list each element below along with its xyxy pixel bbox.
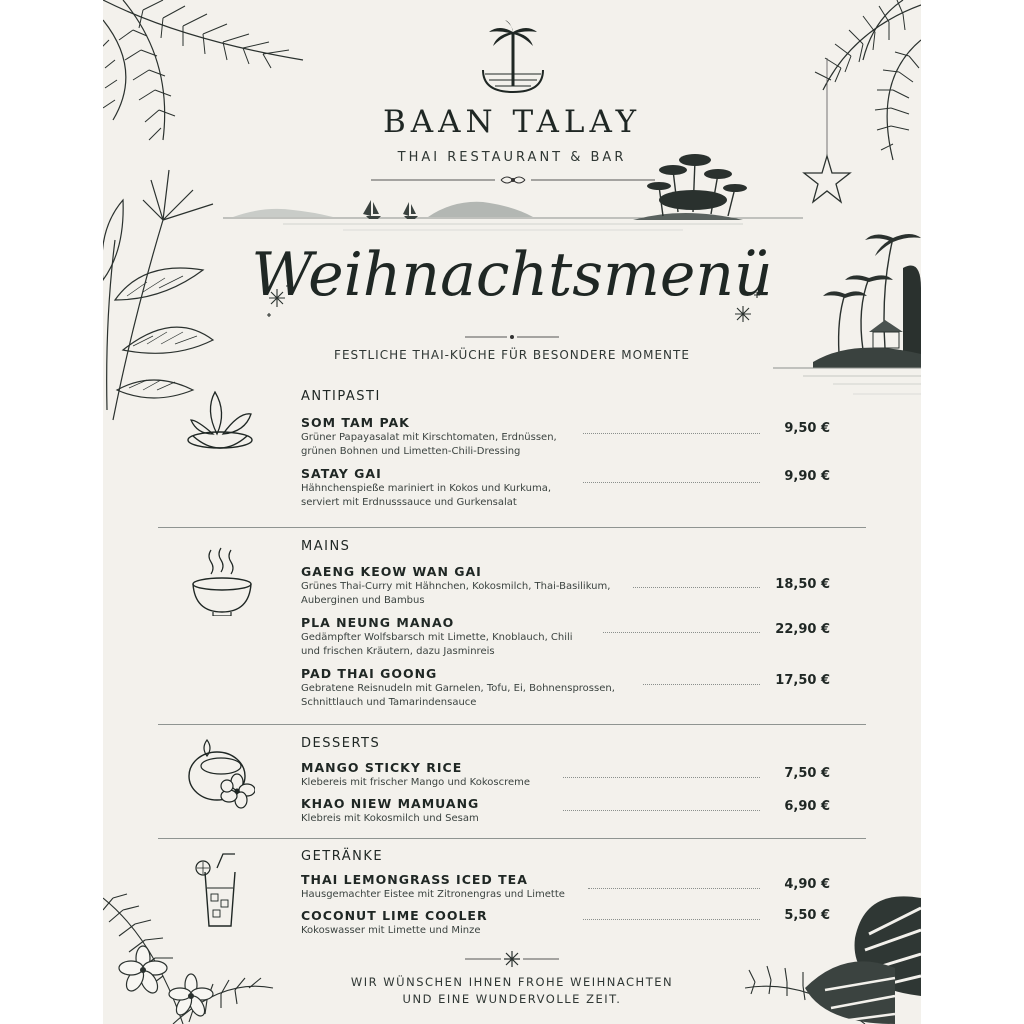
salad-bowl-icon — [187, 390, 257, 464]
menu-item-description: Gedämpfter Wolfsbarsch mit Limette, Knoblauch, Chili und frischen Kräutern, dazu Jasminreis — [301, 632, 573, 657]
tagline: THAI RESTAURANT & BAR — [397, 150, 627, 165]
menu-item-description: Hausgemachter Eistee mit Zitronengras und Limette — [301, 889, 565, 900]
coconut-flower-icon — [187, 738, 255, 814]
section-title-getraenke: GETRÄNKE — [301, 849, 384, 864]
price-leader — [563, 777, 760, 778]
section-divider — [158, 724, 866, 725]
menu-item-name: PLA NEUNG MANAO — [301, 615, 455, 630]
price-leader — [583, 433, 760, 434]
menu-item-name: MANGO STICKY RICE — [301, 760, 463, 775]
section-divider — [158, 838, 866, 839]
frangipani-flowers-icon — [103, 878, 278, 1024]
seascape-illustration — [223, 140, 803, 244]
menu-item-name: GAENG KEOW WAN GAI — [301, 564, 482, 579]
menu-item-description: Klebreis mit Kokosmilch und Sesam — [301, 813, 479, 824]
menu-item-price: 9,50 € — [784, 421, 830, 436]
menu-item-name: PAD THAI GOONG — [301, 666, 438, 681]
menu-item-price: 22,90 € — [775, 622, 830, 637]
price-leader — [603, 632, 760, 633]
price-leader — [588, 888, 760, 889]
price-leader — [643, 684, 760, 685]
footer-greeting-line-1: WIR WÜNSCHEN IHNEN FROHE WEIHNACHTEN — [350, 975, 674, 989]
section-title-antipasti: ANTIPASTI — [301, 389, 381, 404]
menu-item-description: Gebratene Reisnudeln mit Garnelen, Tofu, Ei, Bohnensprossen, Schnittlauch und Tamarindensauce — [301, 683, 615, 708]
section-divider — [158, 527, 866, 528]
menu-item-description: Klebereis mit frischer Mango und Kokoscreme — [301, 777, 531, 788]
menu-item-name: SATAY GAI — [301, 466, 382, 481]
menu-item-description: Grünes Thai-Curry mit Hähnchen, Kokosmilch, Thai-Basilikum, Auberginen und Bambus — [301, 581, 611, 606]
menu-subtitle: FESTLICHE THAI-KÜCHE FÜR BESONDERE MOMENTE — [334, 348, 690, 362]
menu-item-description: Kokoswasser mit Limette und Minze — [301, 925, 481, 936]
menu-item-price: 6,90 € — [784, 799, 830, 814]
title-ornament — [463, 328, 561, 347]
price-leader — [583, 482, 760, 483]
menu-item-name: SOM TAM PAK — [301, 415, 410, 430]
menu-page — [103, 0, 921, 1024]
restaurant-name: BAAN TALAY — [382, 104, 642, 140]
monstera-leaves-icon — [745, 878, 921, 1024]
palm-logo-icon — [475, 20, 551, 100]
price-leader — [583, 919, 760, 920]
menu-item-price: 5,50 € — [784, 908, 830, 923]
menu-item-name: KHAO NIEW MAMUANG — [301, 796, 480, 811]
footer-snowflake-ornament — [463, 950, 561, 968]
menu-item-price: 4,90 € — [784, 877, 830, 892]
menu-title: Weihnachtsmenü — [251, 240, 773, 310]
section-title-desserts: DESSERTS — [301, 736, 381, 751]
menu-item-price: 7,50 € — [784, 766, 830, 781]
menu-item-price: 9,90 € — [784, 469, 830, 484]
section-title-mains: MAINS — [301, 539, 351, 554]
menu-item-description: Grüner Papayasalat mit Kirschtomaten, Erdnüssen, grünen Bohnen und Limetten-Chili-Dressing — [301, 432, 557, 457]
menu-item-name: THAI LEMONGRASS ICED TEA — [301, 872, 528, 887]
steaming-bowl-icon — [189, 546, 255, 620]
menu-item-name: COCONUT LIME COOLER — [301, 908, 488, 923]
menu-item-description: Hähnchenspieße mariniert in Kokos und Kurkuma, serviert mit Erdnusssauce und Gurkensalat — [301, 483, 551, 508]
menu-item-price: 17,50 € — [775, 673, 830, 688]
price-leader — [633, 587, 760, 588]
footer-greeting-line-2: UND EINE WUNDERVOLLE ZEIT. — [402, 992, 622, 1006]
price-leader — [563, 810, 760, 811]
menu-item-price: 18,50 € — [775, 577, 830, 592]
